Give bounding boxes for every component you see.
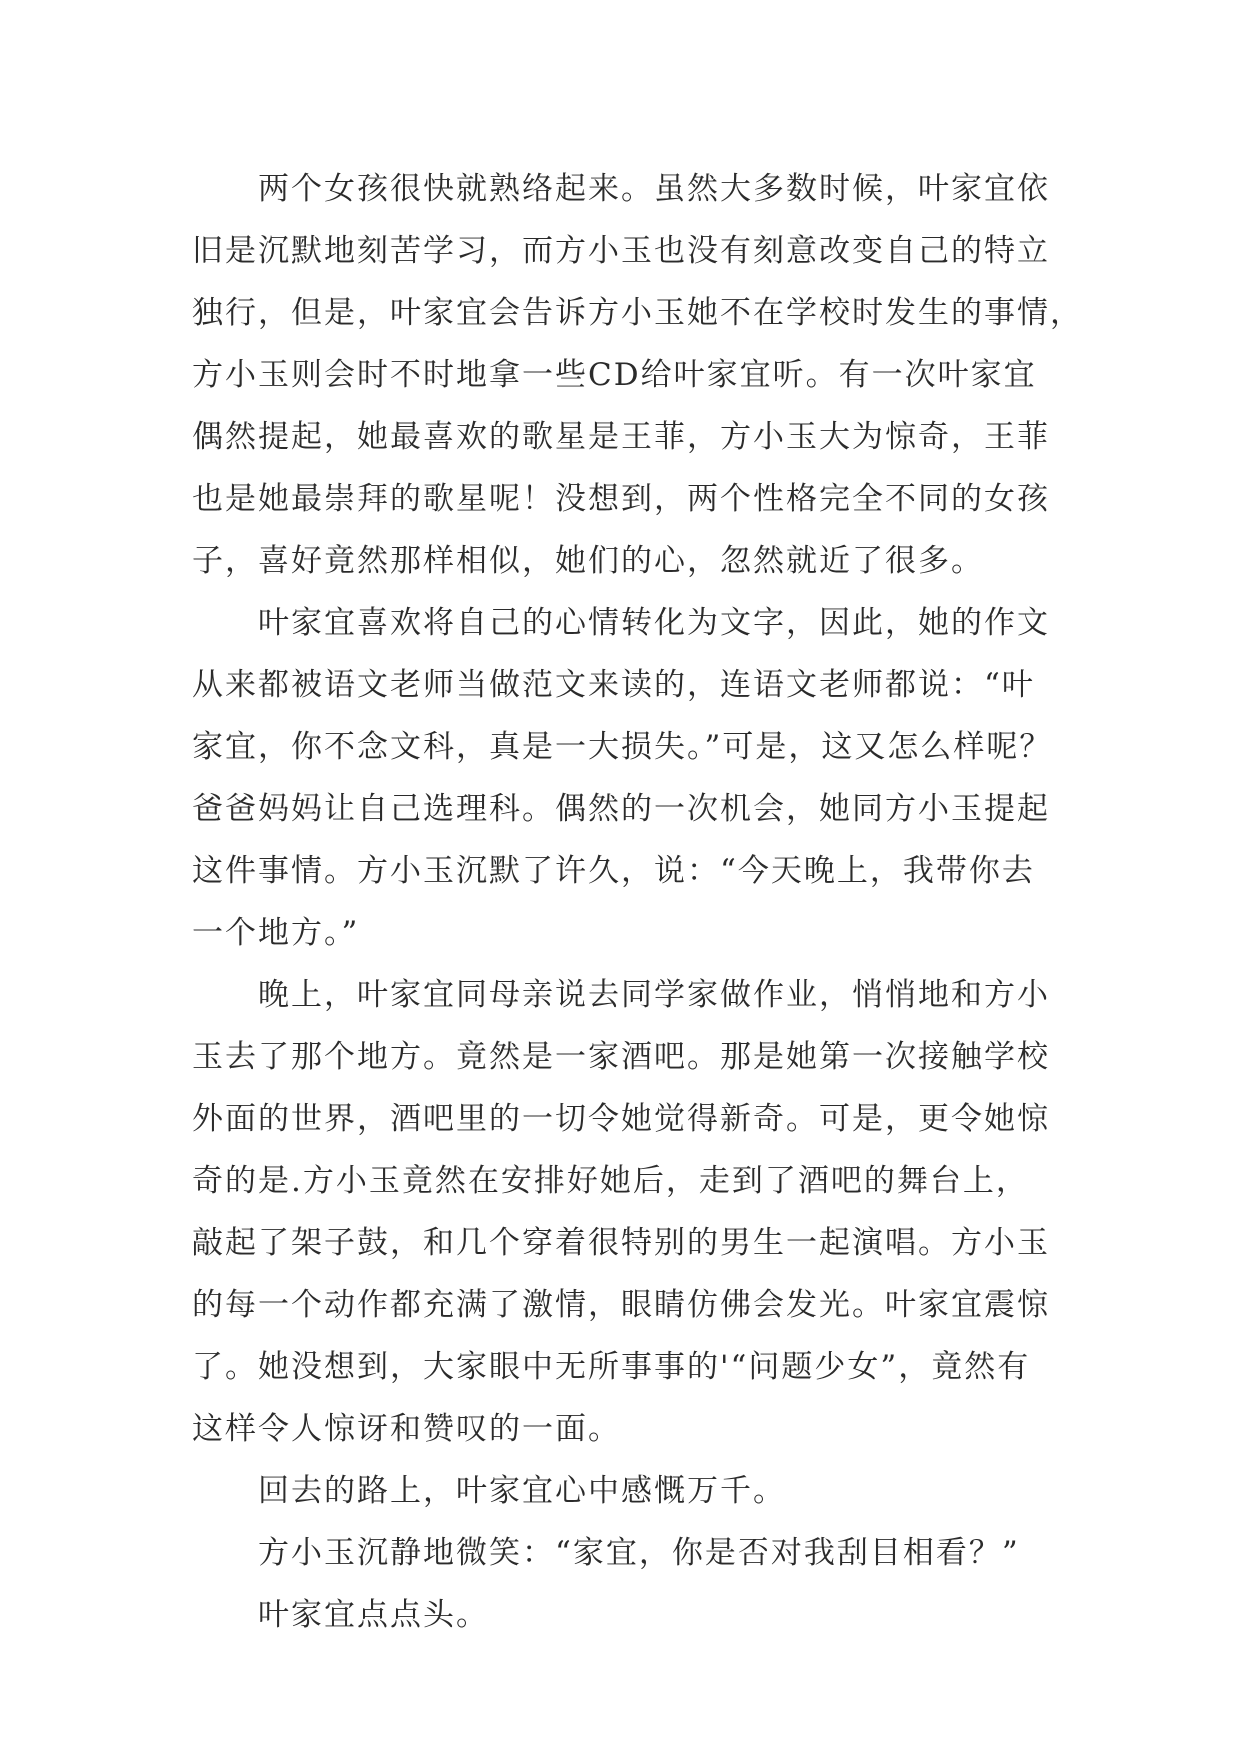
text-line: 爸爸妈妈让自己选理科。偶然的一次机会，她同方小玉提起: [192, 791, 1050, 827]
text-line: 了。她没想到，大家眼中无所事事的'“问题少女”，竟然有: [192, 1349, 1031, 1385]
text-line: 旧是沉默地刻苦学习，而方小玉也没有刻意改变自己的特立: [192, 233, 1050, 269]
text-line: 叶家宜点点头。: [192, 1597, 489, 1633]
text-line: 方小玉则会时不时地拿一些CD给叶家宜听。有一次叶家宜: [192, 357, 1037, 393]
text-line: 从来都被语文老师当做范文来读的，连语文老师都说：“叶: [192, 667, 1035, 703]
text-line: 的每一个动作都充满了激情，眼睛仿佛会发光。叶家宜震惊: [192, 1287, 1050, 1323]
text-line: 一个地方。”: [192, 915, 360, 951]
text-line: 也是她最崇拜的歌星呢！没想到，两个性格完全不同的女孩: [192, 481, 1050, 517]
text-line: 这件事情。方小玉沉默了许久，说：“今天晚上，我带你去: [192, 853, 1035, 889]
text-line: 家宜，你不念文科，真是一大损失。”可是，这又怎么样呢？: [192, 729, 1053, 765]
text-line: 两个女孩很快就熟络起来。虽然大多数时候，叶家宜依: [192, 171, 1050, 207]
text-line: 独行，但是，叶家宜会告诉方小玉她不在学校时发生的事情，: [192, 295, 1083, 331]
text-line: 偶然提起，她最喜欢的歌星是王菲，方小玉大为惊奇，王菲: [192, 419, 1050, 455]
text-line: 外面的世界，酒吧里的一切令她觉得新奇。可是，更令她惊: [192, 1101, 1050, 1137]
text-line: 叶家宜喜欢将自己的心情转化为文字，因此，她的作文: [192, 605, 1050, 641]
text-line: 敲起了架子鼓，和几个穿着很特别的男生一起演唱。方小玉: [192, 1225, 1050, 1261]
text-line: 这样令人惊讶和赞叹的一面。: [192, 1411, 621, 1447]
text-line: 奇的是.方小玉竟然在安排好她后，走到了酒吧的舞台上，: [192, 1163, 1029, 1199]
text-line: 玉去了那个地方。竟然是一家酒吧。那是她第一次接触学校: [192, 1039, 1050, 1075]
text-line: 子，喜好竟然那样相似，她们的心，忽然就近了很多。: [192, 543, 984, 579]
text-line: 方小玉沉静地微笑：“家宜，你是否对我刮目相看？”: [192, 1535, 1020, 1571]
text-line: 回去的路上，叶家宜心中感慨万千。: [192, 1473, 786, 1509]
text-line: 晚上，叶家宜同母亲说去同学家做作业，悄悄地和方小: [192, 977, 1050, 1013]
body-text: [192, 158, 1083, 1646]
